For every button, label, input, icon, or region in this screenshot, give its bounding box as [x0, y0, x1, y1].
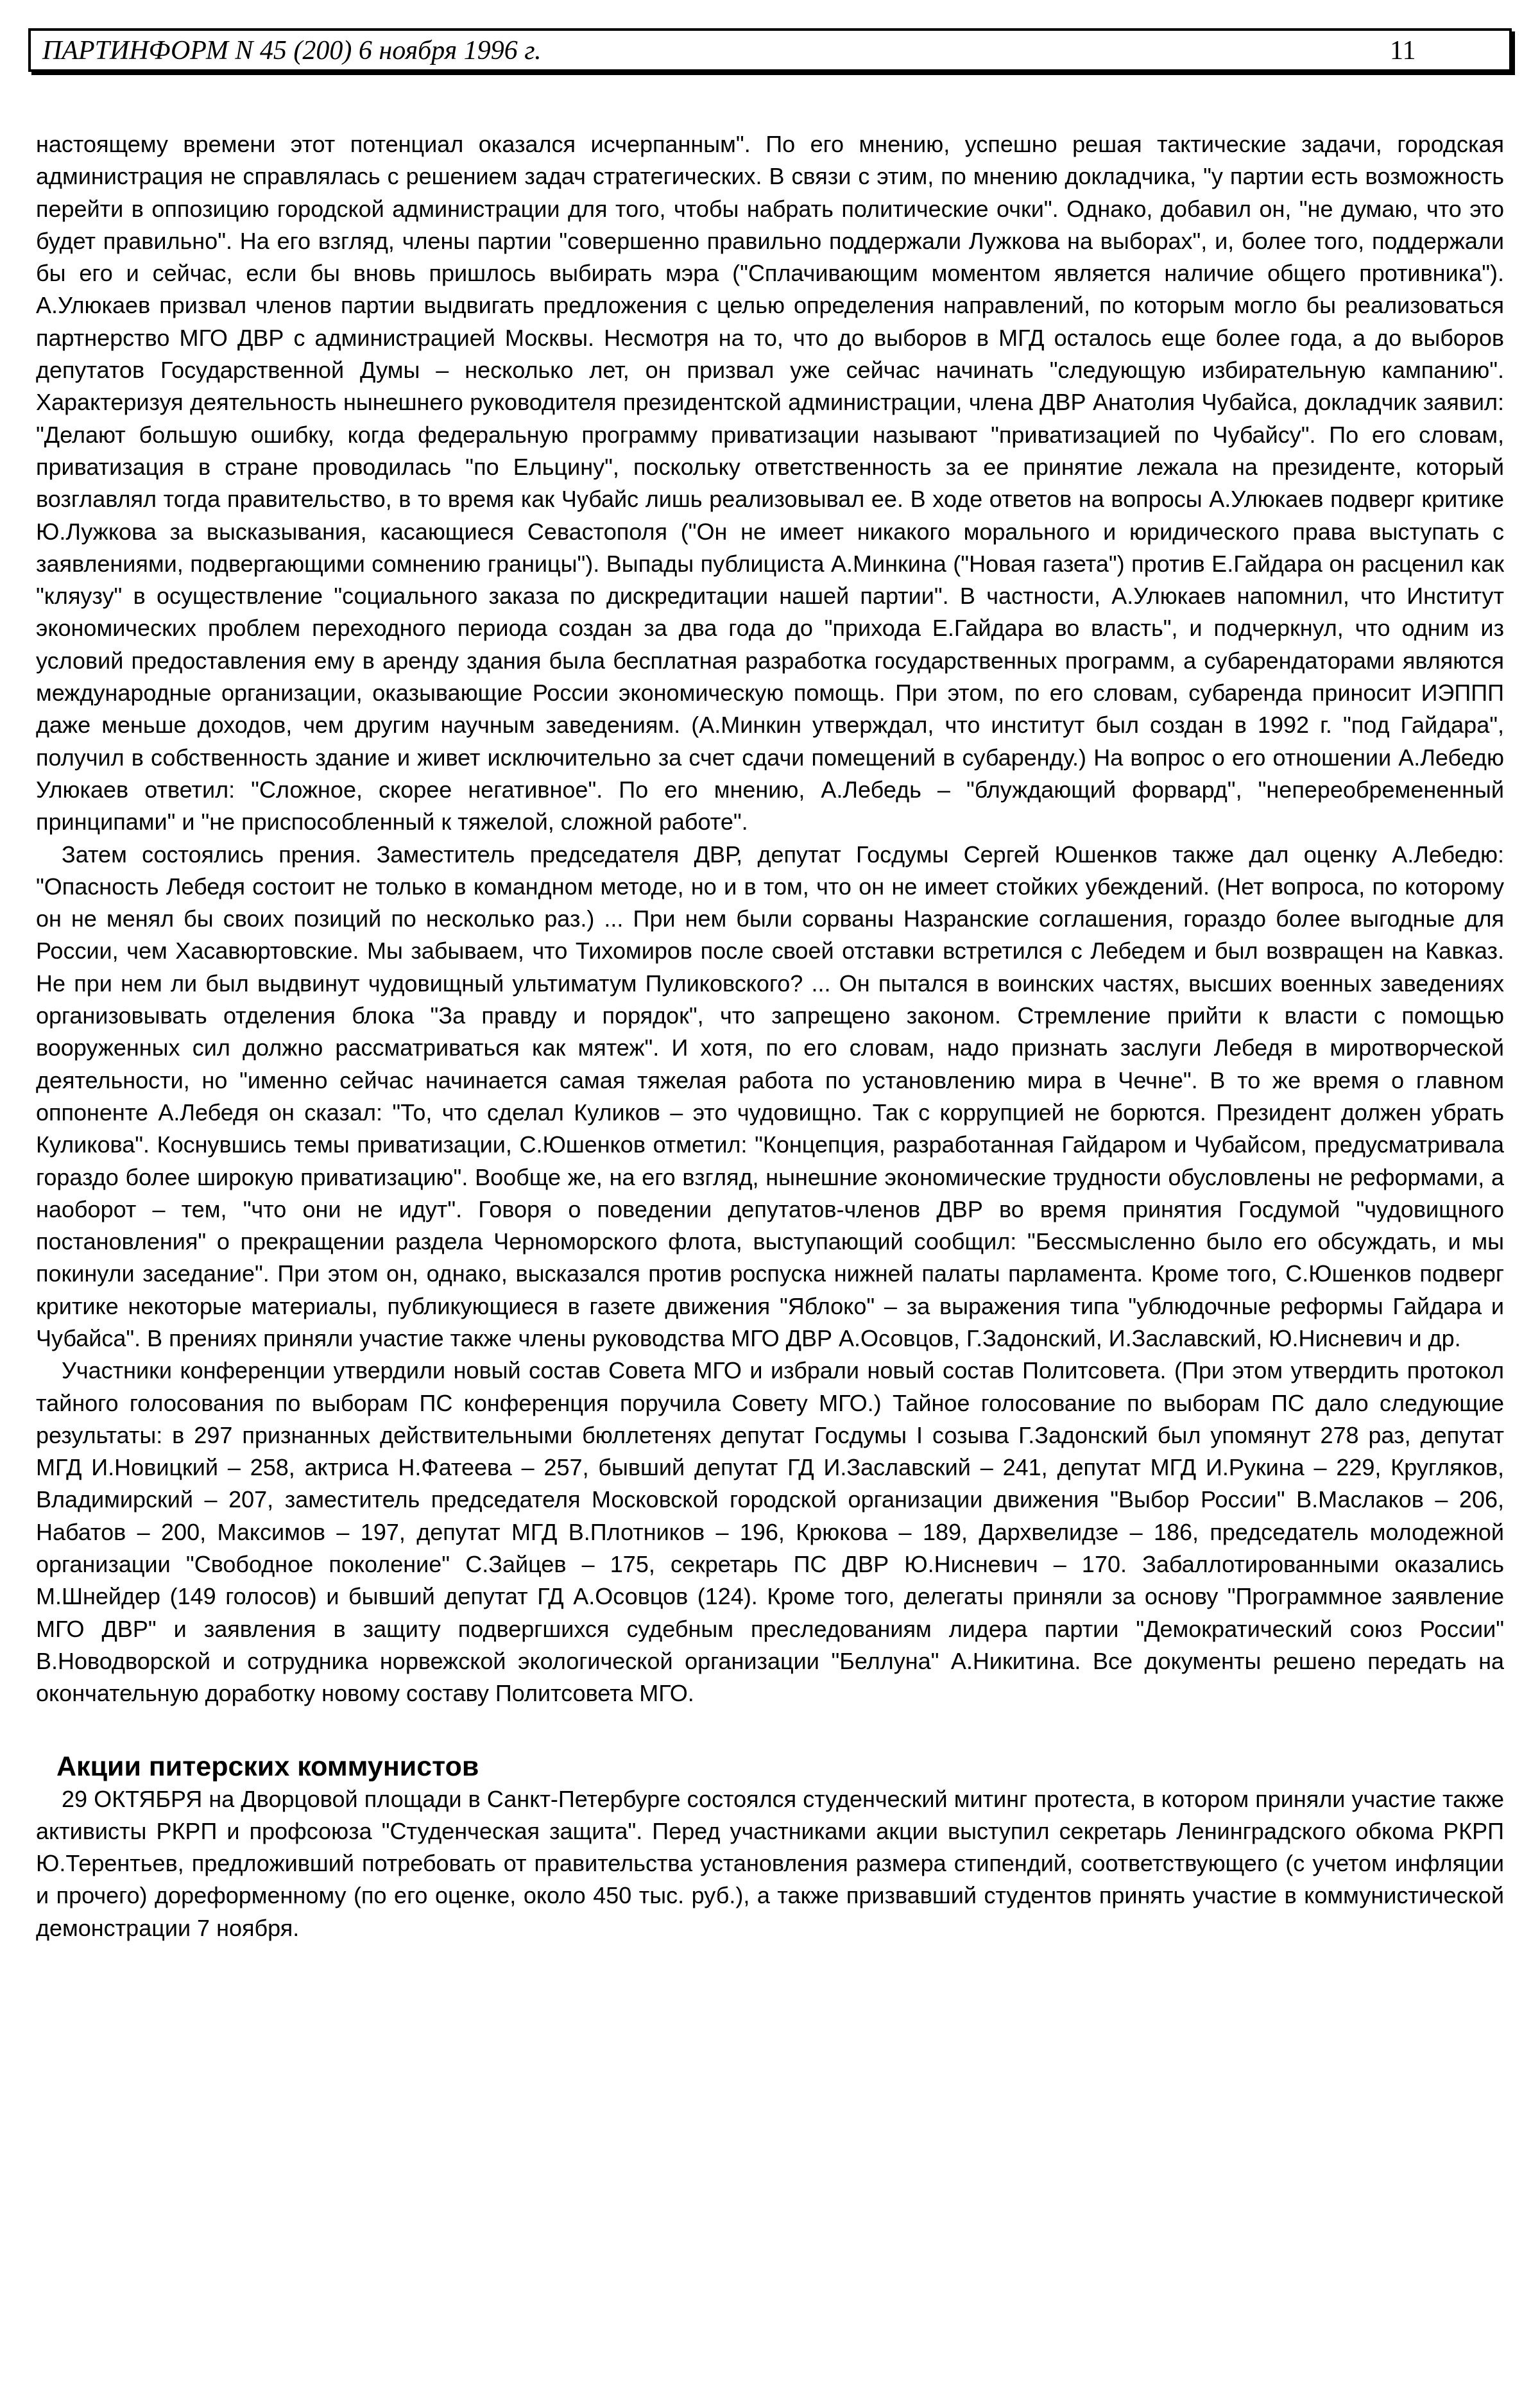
- section-paragraph: 29 ОКТЯБРЯ на Дворцовой площади в Санкт-Петербурге состоялся студенческий митинг протеста, в котором приняли участие также активисты РКРП и профсоюза "Студенческая защита". Перед участниками акции выступил секретарь Ленинградского обкома РКРП Ю.Терентьев, предложивший потребовать от правительства установления размера стипендий, соответствующего (с учетом инфляции и прочего) дореформенному (по его оценке, около 450 тыс. руб.), а также призвавший студентов принять участие в коммунистической демонстрации 7 ноября.: [36, 1785, 1504, 1941]
- article-body: [36, 128, 1504, 1944]
- article-paragraph-2: Затем состоялись прения. Заместитель председателя ДВР, депутат Госдумы Сергей Юшенков также дал оценку А.Лебедю: "Опасность Лебедя состоит не только в командном методе, но и в том, что он не имеет стойких убеждений. (Нет вопроса, по которому он не менял бы своих позиций по несколько раз.) ... При нем были сорваны Назранские соглашения, гораздо более выгодные для России, чем Хасавюртовские. Мы забываем, что Тихомиров после своей отставки встретился с Лебедем и был возвращен на Кавказ. Не при нем ли был выдвинут чудовищный ультиматум Пуликовского? ... Он пытался в воинских частях, высших военных заведениях организовывать отделения блока "За правду и порядок", что запрещено законом. Стремление прийти к власти с помощью вооруженных сил должно рассматриваться как мятеж". И хотя, по его словам, надо признать заслуги Лебедя в миротворческой деятельности, но "именно сейчас начинается самая тяжелая работа по установлению мира в Чечне". В то же время о главном оппоненте А.Лебедя он сказал: "То, что сделал Куликов – это чудовищно. Так с коррупцией не борются. Президент должен убрать Куликова". Коснувшись темы приватизации, С.Юшенков отметил: "Концепция, разработанная Гайдаром и Чубайсом, предусматривала гораздо более широкую приватизацию". Вообще же, на его взгляд, нынешние экономические трудности обусловлены не реформами, а наоборот – тем, "что они не идут". Говоря о поведении депутатов-членов ДВР во время принятия Госдумой "чудовищного постановления" о прекращении раздела Черноморского флота, выступающий сообщил: "Бессмысленно было его обсуждать, и мы покинули заседание". При этом он, однако, высказался против роспуска нижней палаты парламента. Кроме того, С.Юшенков подверг критике некоторые материалы, публикующиеся в газете движения "Яблоко" – за выражения типа "ублюдочные реформы Гайдара и Чубайса". В прениях приняли участие также члены руководства МГО ДВР А.Осовцов, Г.Задонский, И.Заславский, Ю.Нисневич и др.: [36, 841, 1504, 1351]
- section-heading: Акции питерских коммунистов: [56, 1751, 479, 1782]
- page-number: 11: [1390, 36, 1416, 65]
- header-title: ПАРТИНФОРМ N 45 (200) 6 ноября 1996 г.: [42, 36, 542, 65]
- article-paragraph-1: настоящему времени этот потенциал оказался исчерпанным". По его мнению, успешно решая тактические задачи, городская администрация не справлялась с решением задач стратегических. В связи с этим, по мнению докладчика, "у партии есть возможность перейти в оппозицию городской администрации для того, чтобы набрать политические очки". Однако, добавил он, "не думаю, что это будет правильно". На его взгляд, члены партии "совершенно правильно поддержали Лужкова на выборах", и, более того, поддержали бы его и сейчас, если бы вновь пришлось выбирать мэра ("Сплачивающим моментом является наличие общего противника"). А.Улюкаев призвал членов партии выдвигать предложения с целью определения направлений, по которым могло бы реализоваться партнерство МГО ДВР с администрацией Москвы. Несмотря на то, что до выборов в МГД осталось еще более года, а до выборов депутатов Государственной Думы – несколько лет, он призвал уже сейчас начинать "следующую избирательную кампанию". Характеризуя деятельность нынешнего руководителя президентской администрации, члена ДВР Анатолия Чубайса, докладчик заявил: "Делают большую ошибку, когда федеральную программу приватизации называют "приватизацией по Чубайсу". По его словам, приватизация в стране проводилась "по Ельцину", поскольку ответственность за ее принятие лежала на президенте, который возглавлял тогда правительство, в то время как Чубайс лишь реализовывал ее. В ходе ответов на вопросы А.Улюкаев подверг критике Ю.Лужкова за высказывания, касающиеся Севастополя ("Он не имеет никакого морального и юридического права выступать с заявлениями, подвергающими сомнению границы"). Выпады публициста А.Минкина ("Новая газета") против Е.Гайдара он расценил как "кляузу" в осуществление "социального заказа по дискредитации нашей партии". В частности, А.Улюкаев напомнил, что Институт экономических проблем переходного периода создан за два года до "прихода Е.Гайдара во власть", и подчеркнул, что одним из условий предоставления ему в аренду здания была бесплатная разработка государственных программ, а субарендаторами являются международные организации, оказывающие России экономическую помощь. При этом, по его словам, субаренда приносит ИЭППП даже меньше доходов, чем другим научным заведениям. (А.Минкин утверждал, что институт был создан в 1992 г. "под Гайдара", получил в собственность здание и живет исключительно за счет сдачи помещений в субаренду.) На вопрос о его отношении А.Лебедю Улюкаев ответил: "Сложное, скорее негативное". По его мнению, А.Лебедь – "блуждающий форвард", "непереобремененный принципами" и "не приспособленный к тяжелой, сложной работе".: [36, 131, 1504, 835]
- article-paragraph-3: Участники конференции утвердили новый состав Совета МГО и избрали новый состав Политсовета. (При этом утвердить протокол тайного голосования по выборам ПС конференция поручила Совету МГО.) Тайное голосование по выборам ПС дало следующие результаты: в 297 признанных действительными бюллетенях депутат Госдумы I созыва Г.Задонский был упомянут 278 раз, депутат МГД И.Новицкий – 258, актриса Н.Фатеева – 257, бывший депутат ГД И.Заславский – 241, депутат МГД И.Рукина – 229, Кругляков, Владимирский – 207, заместитель председателя Московской городской организации движения "Выбор России" В.Маслаков – 206, Набатов – 200, Максимов – 197, депутат МГД В.Плотников – 196, Крюкова – 189, Дархвелидзе – 186, председатель молодежной организации "Свободное поколение" С.Зайцев – 175, секретарь ПС ДВР Ю.Нисневич – 170. Забаллотированными оказались М.Шнейдер (149 голосов) и бывший депутат ГД А.Осовцов (124). Кроме того, делегаты приняли за основу "Программное заявление МГО ДВР" и заявления в защиту подвергшихся судебным преследованиям лидера партии "Демократический союз России" В.Новодворской и сотрудника норвежской экологической организации "Беллуна" А.Никитина. Все документы решено передать на окончательную доработку новому составу Политсовета МГО.: [36, 1357, 1504, 1707]
- page-header: [28, 28, 1512, 72]
